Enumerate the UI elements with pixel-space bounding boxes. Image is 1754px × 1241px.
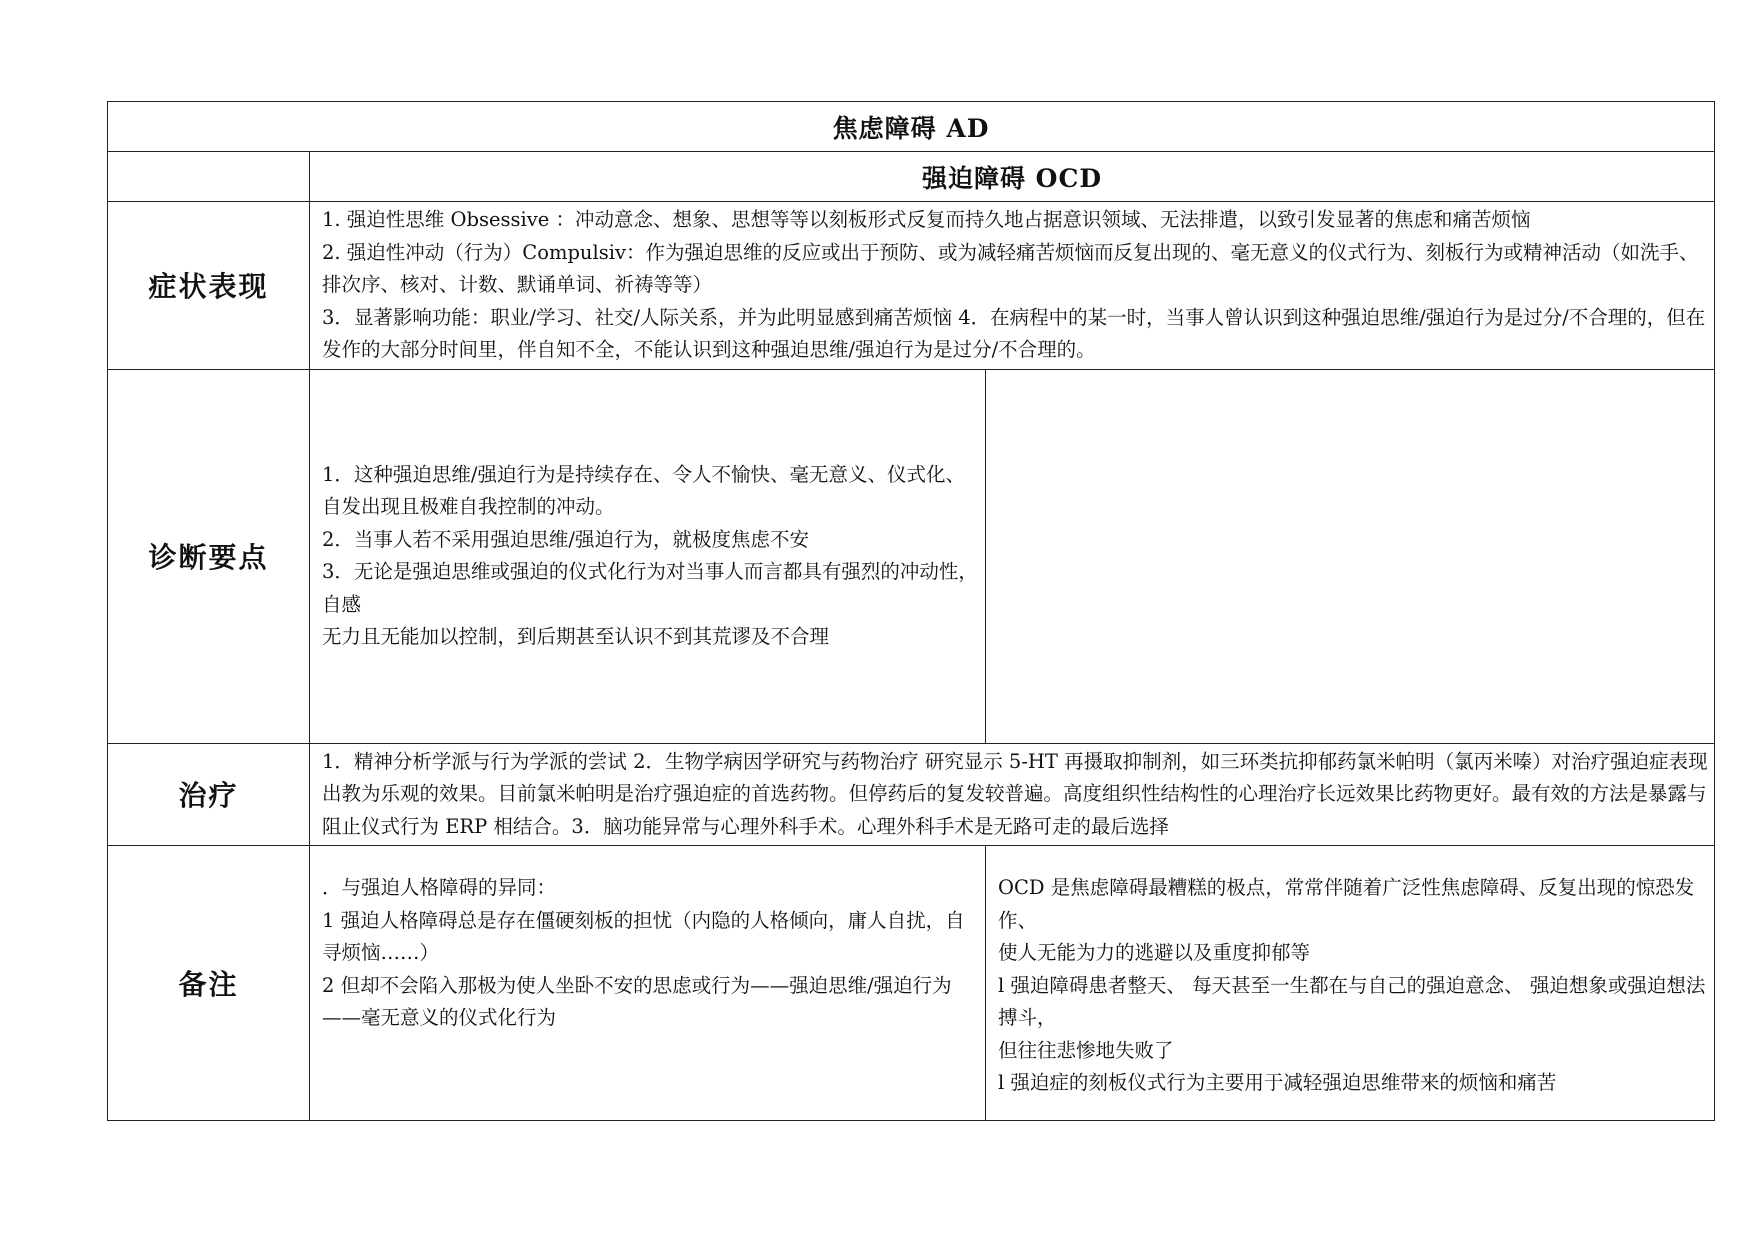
notes-left-content — [310, 846, 986, 1121]
symptoms-line: 3．显著影响功能：职业/学习、社交/人际关系，并为此明显感到痛苦烦恼 4．在病程中的某一时，当事人曾认识到这种强迫思维/强迫行为是过分/不合理的，但在发作的大部分时间里，伴自知不全，不能认识到这种强迫思维/强迫行为是过分/不合理的。 — [322, 305, 1706, 361]
symptoms-content — [310, 202, 1715, 370]
symptoms-line: 2. 强迫性冲动（行为）Compulsiv：作为强迫思维的反应或出于预防、或为减轻痛苦烦恼而反复出现的、毫无意义的仪式行为、刻板行为或精神活动（如洗手、排次序、核对、计数、默诵单词、祈祷等等） — [322, 240, 1699, 296]
symptoms-line: 1. 强迫性思维 Obsessive ：冲动意念、想象、思想等等以刻板形式反复而持久地占据意识领域、无法排遣，以致引发显著的焦虑和痛苦烦恼 — [322, 208, 1531, 231]
diagnosis-row — [108, 369, 1715, 743]
table-title-text: 焦虑障碍 AD — [832, 113, 990, 143]
section-heading-text: 强迫障碍 OCD — [921, 163, 1103, 193]
diagnosis-line: 1．这种强迫思维/强迫行为是持续存在、令人不愉快、毫无意义、仪式化、自发出现且极难自我控制的冲动。 — [322, 462, 965, 518]
treatment-content — [310, 743, 1715, 846]
table-title — [108, 102, 1715, 152]
treatment-row — [108, 743, 1715, 846]
diagnosis-line: 无力且无能加以控制，到后期甚至认识不到其荒谬及不合理 — [322, 625, 830, 648]
notes-line: 1 强迫人格障碍总是存在僵硬刻板的担忧（内隐的人格倾向，庸人自扰，自 — [322, 908, 965, 932]
symptoms-row — [108, 202, 1715, 370]
notes-line: l 强迫症的刻板仪式行为主要用于减轻强迫思维带来的烦恼和痛苦 — [998, 1071, 1557, 1094]
row-label-notes: 备注 — [108, 846, 310, 1121]
row-label-treatment: 治疗 — [108, 743, 310, 846]
notes-line: OCD 是焦虑障碍最糟糕的极点，常常伴随着广泛性焦虑障碍、反复出现的惊恐发作、 — [998, 876, 1695, 932]
notes-line: ．与强迫人格障碍的异同： — [322, 876, 557, 899]
notes-line: 2 但却不会陷入那极为使人坐卧不安的思虑或行为——强迫思维/强迫行为 — [322, 973, 952, 997]
row-label-symptoms: 症状表现 — [108, 202, 310, 370]
header-blank-cell — [108, 152, 310, 202]
diagnosis-content — [310, 369, 986, 743]
treatment-line: 1．精神分析学派与行为学派的尝试 2．生物学病因学研究与药物治疗 研究显示 5-HT 再摄取抑制剂，如三环类抗抑郁药氯米帕明（氯丙米嗪）对治疗强迫症表现出教为乐观的效果。目前氯米帕明是治疗强迫症的首选药物。但停药后的复发较普遍。高度组织性结构性的心理治疗长远效果比药物更好。最有效的方法是暴露与阻止仪式行为 ERP 相结合。3．脑功能异常与心理外科手术。心理外科手术是无路可走的最后选择 — [322, 749, 1708, 838]
section-heading — [310, 152, 1715, 202]
notes-line: l 强迫障碍患者整天、 每天甚至一生都在与自己的强迫意念、 强迫想象或强迫想法搏斗， — [998, 973, 1706, 1029]
notes-right-content — [986, 846, 1715, 1121]
row-label-diagnosis: 诊断要点 — [108, 369, 310, 743]
diagnosis-empty-cell — [986, 369, 1715, 743]
notes-row — [108, 846, 1715, 1121]
notes-line: ——毫无意义的仪式化行为 — [322, 1006, 557, 1029]
notes-line: 寻烦恼……） — [322, 941, 440, 964]
diagnosis-line: 3．无论是强迫思维或强迫的仪式化行为对当事人而言都具有强烈的冲动性，自感 — [322, 560, 978, 616]
comparison-table — [107, 101, 1715, 1121]
diagnosis-line: 2．当事人若不采用强迫思维/强迫行为，就极度焦虑不安 — [322, 527, 809, 551]
notes-line: 但往往悲惨地失败了 — [998, 1038, 1174, 1062]
notes-line: 使人无能为力的逃避以及重度抑郁等 — [998, 941, 1311, 964]
